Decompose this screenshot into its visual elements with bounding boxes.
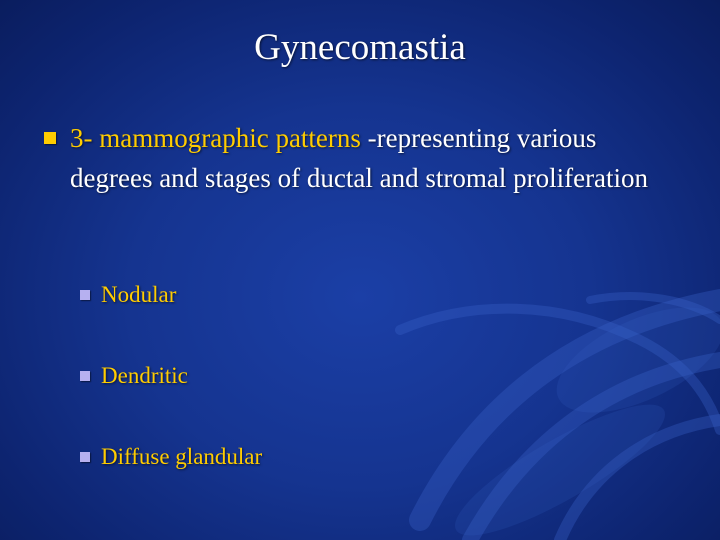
main-bullet-highlight: 3- mammographic patterns <box>70 123 361 153</box>
sub-bullet-item <box>80 442 262 523</box>
sub-bullet-label: Diffuse glandular <box>101 444 263 469</box>
main-bullet-text <box>70 118 684 198</box>
main-bullet-rest: -representing various degrees and stages of ductal and stromal proliferation <box>70 123 649 193</box>
square-bullet-icon <box>80 452 90 462</box>
square-bullet-icon <box>80 371 90 381</box>
sub-bullet-label: Dendritic <box>101 363 188 388</box>
sub-bullet-item <box>80 361 262 442</box>
main-bullet <box>44 118 684 198</box>
slide-title: Gynecomastia <box>254 27 466 68</box>
sub-bullet-item <box>80 280 262 361</box>
square-bullet-icon <box>44 132 56 144</box>
sub-bullet-list <box>80 280 262 523</box>
square-bullet-icon <box>80 290 90 300</box>
sub-bullet-label: Nodular <box>101 282 177 307</box>
